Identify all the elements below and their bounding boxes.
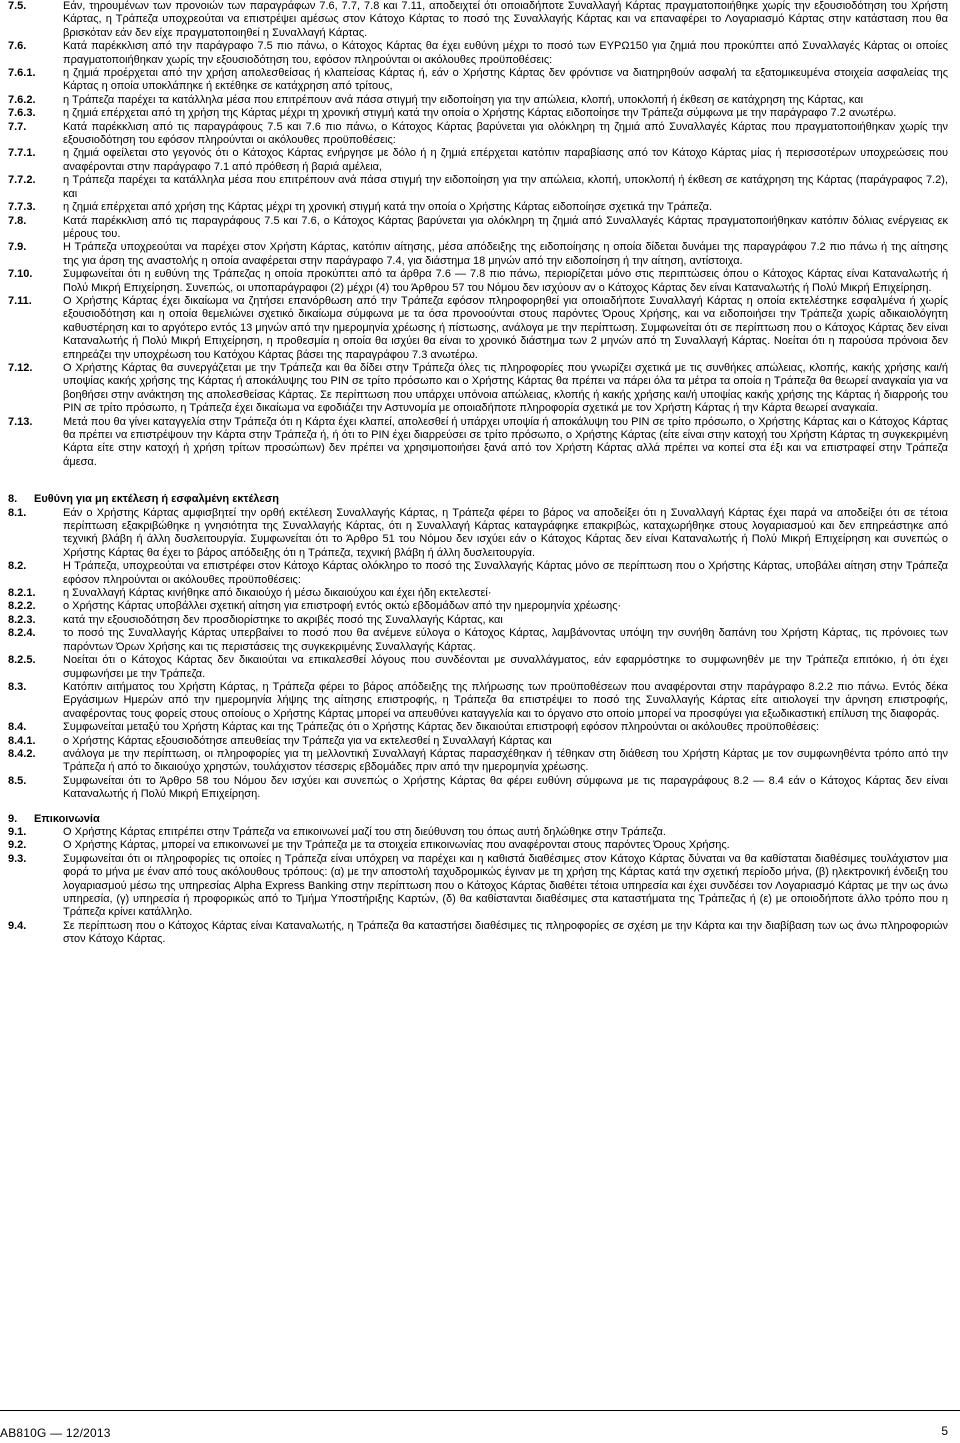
clause xyxy=(8,362,948,416)
clause-text: Εάν, τηρουμένων των προνοιών των παραγράφων 7.6, 7.7, 7.8 και 7.11, αποδειχτεί ότι οποιαδήποτε Συναλλαγή Κάρτας πραγματοποιήθηκε χωρίς την εξουσιοδότηση του Χρήστη Κάρτας, η Τράπεζα υποχρεούται να επιστρέψει αμέσως στον Κάτοχο Κάρτας το ποσό της Συναλλαγής Κάρτας και να επαναφέρει το Λογαριασμό Κάρτας στην κατάσταση που θα βρισκόταν εάν δεν είχε πραγματοποιηθεί η Συναλλαγή Κάρτας. xyxy=(63,0,948,39)
clause-number: 7.8. xyxy=(8,214,27,227)
clause-text: Η Τράπεζα, υποχρεούται να επιστρέφει στον Κάτοχο Κάρτας ολόκληρο το ποσό της Συναλλαγής Κάρτας μόνο σε περίπτωση που ο Χρήστης Κάρτας, υποβάλει αίτηση στην Τράπεζα εφόσον πληρούνται οι ακόλουθες προϋποθέσεις: xyxy=(63,560,948,586)
clause-text: Κατά παρέκκλιση από τις παραγράφους 7.5 και 7.6 πιο πάνω, ο Κάτοχος Κάρτας βαρύνεται για ολόκληρη τη ζημιά από Συναλλαγές Κάρτας που πραγματοποιήθηκαν χωρίς την εξουσιοδότηση του εφόσον πληρούνται οι ακόλουθες προϋποθέσεις: xyxy=(63,120,948,147)
clause xyxy=(8,295,948,362)
clause-text: Μετά που θα γίνει καταγγελία στην Τράπεζα ότι η Κάρτα έχει κλαπεί, απολεσθεί ή υπάρχει υποψία ή αποκάλυψη του PIN σε τρίτο πρόσωπο, ο Χρήστης Κάρτας και ο Κάτοχος Κάρτας θα πρέπει να επιστρέψουν την Κάρτα στην Τράπεζα ή, ή ότι το PIN έχει διαρρεύσει σε τρίτο πρόσωπο, ο Χρήστης Κάρτας (είτε είναι στην κατοχή του Χρήστη Κάρτας τη συγκεκριμένη Κάρτα είτε στην κατοχή ή χρήση τρίτων προσώπων) δεν πρέπει να χρησιμοποιήσει ξανά από τον Χρήστη Κάρτας αλλά πρέπει να κοπεί στα έξι και να επιστραφεί στην Τράπεζα άμεσα. xyxy=(63,415,948,468)
clause xyxy=(8,215,948,242)
subclause xyxy=(8,201,948,214)
clause-number: 8.3. xyxy=(8,680,27,693)
clause-number: 8.2.4. xyxy=(8,627,36,640)
subclause xyxy=(8,147,948,174)
footer-doc-code: AB810G — 12/2013 xyxy=(0,1426,111,1440)
clause-number: 7.12. xyxy=(8,361,33,374)
clause xyxy=(8,853,948,920)
section-heading xyxy=(8,493,948,506)
clause-text: ανάλογα με την περίπτωση, οι πληροφορίες για τη μελλοντική Συναλλαγή Κάρτας παρασχέθηκαν ή τέθηκαν στη διάθεση του Χρήστη Κάρτας με τον συμφωνηθέντα τρόπο από την Τράπεζα ή από το δικαιούχο χρηστών, τουλάχιστον τέσσερις εβδομάδες πριν από την ημερομηνία χρέωσης. xyxy=(63,747,948,774)
clause-number: 8.2.1. xyxy=(8,587,36,600)
clause-text: Συμφωνείται ότι οι πληροφορίες τις οποίες η Τράπεζα είναι υπόχρεη να παρέχει και η καθιστά διαθέσιμες στον Κάτοχο Κάρτας δύναται να θα καθίσταται διαθέσιμες τουλάχιστον μια φορά το μήνα με έναν από τους ακόλουθους τρόπους: (α) με την αποστολή ταχυδρομικώς έγιναν με τη χρήση της Κάρτας κατά την σχετική περίοδο μήνα, (β) ηλεκτρονική ένδειξη του λογαριασμού μέσω της υπηρεσίας Alpha Express Banking στην περίπτωση που ο Κάτοχος Κάρτας διαθέτει τέτοια υπηρεσία και έχει συνδέσει τον Λογαριασμό Κάρτας με την ως άνω υπηρεσία, (γ) υπηρεσία ή προφορικώς από το Τμήμα Υποστήριξης Καρτών, (δ) θα καθίστανται διαθέσιμες στα καταστήματα της Τράπεζας ή (ε) με οποιοδήποτε άλλο τρόπο που η Τράπεζα κρίνει κατάλληλο. xyxy=(63,852,948,919)
clause-number: 9.2. xyxy=(8,839,27,852)
subclause xyxy=(8,614,948,627)
clause-number: 7.6.2. xyxy=(8,93,36,106)
clause-number: 8.2. xyxy=(8,560,27,573)
clause-text: Επικοινωνία xyxy=(34,812,100,825)
clause-number: 7.9. xyxy=(8,241,27,254)
clause-number: 8.2.2. xyxy=(8,600,36,613)
subclause xyxy=(8,174,948,201)
footer-rule xyxy=(0,1410,960,1411)
clause-number: 7.7. xyxy=(8,120,27,133)
subclause xyxy=(8,600,948,613)
footer-page-number: 5 xyxy=(941,1424,948,1438)
clause xyxy=(8,721,948,734)
subclause xyxy=(8,107,948,120)
clause-number: 7.13. xyxy=(8,415,33,428)
clause-text: Ο Χρήστης Κάρτας έχει δικαίωμα να ζητήσει επανόρθωση από την Τράπεζα εφόσον πληροφορηθεί για οποιαδήποτε Συναλλαγή Κάρτας η οποία εκτελέστηκε εσφαλμένα ή χωρίς εξουσιοδότηση και η οποία θεμελιώνει σχετικό δικαίωμα σύμφωνα με τα όσα προνοούνται στους παρόντες Όρους Χρήσης, και να ειδοποιήσει την Τράπεζα χωρίς αδικαιολόγητη καθυστέρηση και το αργότερο εντός 13 μηνών από την ημερομηνία χρέωσης ή πίστωσης, ανάλογα με την περίπτωση. Συμφωνείται ότι σε περίπτωση που ο Κάτοχος Κάρτας δεν είναι Καταναλωτής ή Πολύ Μικρή Επιχείρηση, η προθεσμία η οποία θα ισχύει θα είναι το χρονικό διάστημα των 2 μηνών από τη Συναλλαγή Κάρτας. Νοείται ότι η παρούσα πρόνοια δεν επηρεάζει την υποχρέωση του Κατόχου Κάρτας βάσει της παραγράφου 7.3 ανωτέρω. xyxy=(63,294,948,361)
clause-text: Νοείται ότι ο Κάτοχος Κάρτας δεν δικαιούται να επικαλεσθεί λόγους που συνδέονται με συναλλάγματος, εάν εφαρμόστηκε το συμφωνηθέν με την Τράπεζα επιτόκιο, ή ότι έχει συμφωνήσει με την Τράπεζα. xyxy=(63,654,948,680)
clause-text: το ποσό της Συναλλαγής Κάρτας υπερβαίνει το ποσό που θα ανέμενε εύλογα ο Κάτοχος Κάρτας, λαμβάνοντας υπόψη την συνήθη δαπάνη του Χρήστη Κάρτας, τις πρόνοιες των παρόντων Όρων Χρήσης και τις περιστάσεις της συγκεκριμένης Συναλλαγής Κάρτας. xyxy=(63,627,948,653)
clause-number: 7.7.1. xyxy=(8,147,36,160)
clause xyxy=(8,826,948,839)
clause-number: 8.1. xyxy=(8,506,27,519)
clause-text: η Συναλλαγή Κάρτας κινήθηκε από δικαιούχο ή μέσω δικαιούχου και έχει ήδη εκτελεστεί· xyxy=(63,587,492,600)
clause xyxy=(8,121,948,148)
clause-text: Ο Χρήστης Κάρτας θα συνεργάζεται με την Τράπεζα και θα δίδει στην Τράπεζα όλες τις πληροφορίες που γνωρίζει σχετικά με τις συνθήκες απώλειας, κλοπής, κακής χρήσης και/ή υποψίας κακής χρήσης της Κάρτας ή αποκάλυψης του PIN σε τρίτο πρόσωπο και ο Χρήστης Κάρτας θα πρέπει να πάρει όλα τα μέτρα τα οποία η Τράπεζα θα θεωρεί αναγκαία για να βοηθήσει στην ανάκτηση της απολεσθείσας Κάρτας. Σε περίπτωση που υπάρχει υπόνοια απώλειας, κλοπής ή κακής χρήσης και/ή υποψίας κακής χρήσης της Κάρτας ή διαρροής του PIN σε τρίτο πρόσωπο, η Τράπεζα έχει δικαίωμα να εφοδιάζει την Αστυνομία με οποιαδήποτε πληροφορία σχετικά με τον Χρήστη Κάρτας ή την Κάρτα θεωρεί αναγκαία. xyxy=(63,361,948,415)
page-footer xyxy=(0,1410,960,1443)
clause-number: 8.4.2. xyxy=(8,747,36,760)
clause-number: 8.2.3. xyxy=(8,613,36,626)
clause xyxy=(8,40,948,67)
clause-number: 7.6.3. xyxy=(8,107,36,120)
section-heading xyxy=(8,813,948,826)
clause-text: Η Τράπεζα υποχρεούται να παρέχει στον Χρήστη Κάρτας, κατόπιν αίτησης, μέσα απόδειξης της ειδοποίησης η οποία δίδεται δυνάμει της παραγράφου 7.2 πιο πάνω ή της αίτησης της για άρση της αναστολής η οποία αναφέρεται στην παράγραφο 7.4, για διάστημα 18 μηνών από την ειδοποίηση ή την αίτηση, αντίστοιχα. xyxy=(63,241,948,267)
clause-text: Εάν ο Χρήστης Κάρτας αμφισβητεί την ορθή εκτέλεση Συναλλαγής Κάρτας, η Τράπεζα φέρει το βάρος να αποδείξει ότι η Συναλλαγή Κάρτας έχει παρά να αποδείξει ότι σε τέτοια περίπτωση εξακριβώθηκε η γνησιότητα της Συναλλαγής Κάρτας, ότι η Συναλλαγή Κάρτας καταγράφηκε επακριβώς, καταχωρήθηκε στους λογαριασμού και δεν επηρεάστηκε από τεχνική βλάβη ή άλλη δυσλειτουργία. Συμφωνείται ότι το Άρθρο 51 του Νόμου δεν ισχύει εάν ο Κάτοχος Κάρτας δεν είναι Καταναλωτής ή Πολύ Μικρή Επιχείρηση και συνεπώς ο Χρήστης Κάρτας θα έχει το βάρος απόδειξης ότι η Τράπεζα, τεχνική βλάβη ή άλλη δυσλειτουργία. xyxy=(63,506,948,559)
clause xyxy=(8,920,948,947)
clause xyxy=(8,681,948,721)
clause-text: ο Χρήστης Κάρτας υποβάλλει σχετική αίτηση για επιστροφή εντός οκτώ εβδομάδων από την ημερομηνία χρέωσης· xyxy=(63,600,622,613)
subclause xyxy=(8,67,948,94)
clause-number: 9.4. xyxy=(8,919,27,932)
clause xyxy=(8,241,948,268)
clause-text: Κατά παρέκκλιση από τις παραγράφους 7.5 και 7.6, ο Κάτοχος Κάρτας βαρύνεται για ολόκληρη τη ζημιά από Συναλλαγές Κάρτας πραγματοποιήθηκαν κατόπιν δόλιας ενέργειας εκ μέρους του. xyxy=(63,214,948,240)
clause-text: η Τράπεζα παρέχει τα κατάλληλα μέσα που επιτρέπουν ανά πάσα στιγμή την ειδοποίηση για την απώλεια, κλοπή, υποκλοπή ή έκθεση σε κατάχρηση της Κάρτας (παράγραφος 7.2), και xyxy=(63,174,948,200)
document-body xyxy=(8,0,948,1400)
clause-text: Κατά παρέκκλιση από την παράγραφο 7.5 πιο πάνω, ο Κάτοχος Κάρτας θα έχει ευθύνη μέχρι το ποσό των ΕΥΡΩ150 για ζημιά που προκύπτει από Συναλλαγές Κάρτας οι οποίες πραγματοποιήθηκαν χωρίς την εξουσιοδότηση του, εφόσον πληρούνται οι ακόλουθες προϋποθέσεις: xyxy=(63,40,948,66)
clause xyxy=(8,0,948,40)
clause-number: 8.4. xyxy=(8,721,27,734)
clause-text: Συμφωνείται ότι η ευθύνη της Τράπεζας η οποία προκύπτει από τα άρθρα 7.6 — 7.8 πιο πάνω, περιορίζεται μόνο στις περιπτώσεις όπου ο Κάτοχος Κάρτας είναι Καταναλωτής ή Πολύ Μικρή Επιχείρηση. Συνεπώς, οι υποπαράγραφοι (2) μέχρι (4) του Άρθρου 57 του Νόμου δεν ισχύουν αν ο Κάτοχος Κάρτας δεν είναι Καταναλωτής ή Πολύ Μικρή Επιχείρηση. xyxy=(63,268,948,294)
subclause xyxy=(8,94,948,107)
clause xyxy=(8,507,948,561)
clause-number: 7.7.2. xyxy=(8,174,36,187)
clause-text: Ο Χρήστης Κάρτας επιτρέπει στην Τράπεζα να επικοινωνεί μαζί του στη διεύθυνση του όπως αυτή δηλώθηκε στην Τράπεζα. xyxy=(63,825,666,838)
clause-number: 9. xyxy=(8,812,18,825)
clause xyxy=(8,268,948,295)
clause-text: Κατόπιν αιτήματος του Χρήστη Κάρτας, η Τράπεζα φέρει το βάρος απόδειξης της πλήρωσης των προϋποθέσεων που αναφέρονται στην παράγραφο 8.2.2 πιο πάνω. Εντός δέκα Εργάσιμων Ημερών από την ημερομηνία λήψης της αίτησης επιστροφής, η Τράπεζα θα επιστρέψει το ποσό της Συναλλαγής Κάρτας είτε αιτιολογεί την άρνηση επιστροφής, αναφέροντας τους φορείς στους οποίους ο Χρήστης Κάρτας μπορεί να απευθύνει καταγγελία και το όργανο στο οποίο μπορεί να προσφύγει για εξωδικαστική επίλυση της διαφοράς. xyxy=(63,680,948,720)
clause-number: 8. xyxy=(8,493,18,506)
subclause xyxy=(8,587,948,600)
clause-number: 7.10. xyxy=(8,268,33,281)
clause-text: κατά την εξουσιοδότηση δεν προσδιορίστηκε το ακριβές ποσό της Συναλλαγής Κάρτας, και xyxy=(63,613,503,626)
clause-number: 9.1. xyxy=(8,825,27,838)
clause xyxy=(8,560,948,587)
clause-text: Συμφωνείται ότι το Άρθρο 58 του Νόμου δεν ισχύει και συνεπώς ο Χρήστης Κάρτας θα φέρει ευθύνη σύμφωνα με τις παραγράφους 8.2 — 8.4 εάν ο Κάτοχος Κάρτας δεν είναι Καταναλωτής ή Πολύ Μικρή Επιχείρηση. xyxy=(63,774,948,801)
clause xyxy=(8,839,948,852)
clause-text: η ζημιά προέρχεται από την χρήση απολεσθείσας ή κλαπείσας Κάρτας ή, εάν ο Χρήστης Κάρτας δεν φρόντισε να διατηρηθούν ασφαλή τα εξατομικευμένα στοιχεία ασφαλείας της Κάρτας η οποία υποκλάπηκε ή εκτέθηκε σε κατάχρηση από τρίτους, xyxy=(63,67,948,93)
clause-text: Σε περίπτωση που ο Κάτοχος Κάρτας είναι Καταναλωτής, η Τράπεζα θα καταστήσει διαθέσιμες τις πληροφορίες σε σχέση με την Κάρτα και την διαβίβαση των ως άνω πληροφοριών στον Κάτοχο Κάρτας. xyxy=(63,919,948,946)
clause-text: η ζημιά επέρχεται από τη χρήση της Κάρτας μέχρι τη χρονική στιγμή κατά την οποία ο Χρήστης Κάρτας ειδοποίησε την Τράπεζα σύμφωνα με την παράγραφο 7.2 ανωτέρω. xyxy=(63,107,897,120)
section-gap xyxy=(8,469,948,482)
clause-number: 8.5. xyxy=(8,774,27,787)
clause-number: 7.6.1. xyxy=(8,67,36,80)
clause-number: 9.3. xyxy=(8,852,27,865)
clause-text: Ευθύνη για μη εκτέλεση ή εσφαλμένη εκτέλεση xyxy=(34,493,280,506)
subclause xyxy=(8,735,948,748)
subclause xyxy=(8,654,948,681)
clause xyxy=(8,775,948,802)
clause-number: 8.2.5. xyxy=(8,654,36,667)
clause xyxy=(8,416,948,470)
clause-text: Συμφωνείται μεταξύ του Χρήστη Κάρτας και της Τράπεζας ότι ο Χρήστης Κάρτας δεν δικαιούται επιστροφή εφόσον πληρούνται οι ακόλουθες προϋποθέσεις: xyxy=(63,721,820,734)
clause-text: η ζημιά επέρχεται από χρήση της Κάρτας μέχρι τη χρονική στιγμή κατά την οποία ο Χρήστης Κάρτας ειδοποίησε σχετικά την Τράπεζα. xyxy=(63,201,713,214)
clause-text: ο Χρήστης Κάρτας εξουσιοδότησε απευθείας την Τράπεζα για να εκτελεσθεί η Συναλλαγή Κάρτας και xyxy=(63,734,552,747)
clause-text: η ζημιά οφείλεται στο γεγονός ότι ο Κάτοχος Κάρτας ενήργησε με δόλο ή η ζημιά επέρχεται κατόπιν παραβίασης από τον Κάτοχο Κάρτας μίας ή περισσοτέρων υποχρεώσεις που αναφέρονται στην παράγραφο 7.1 από πρόθεση ή βαριά αμέλεια, xyxy=(63,147,948,173)
clause-number: 7.7.3. xyxy=(8,201,36,214)
clause-number: 7.6. xyxy=(8,40,27,53)
clause-number: 7.11. xyxy=(8,294,32,307)
subclause xyxy=(8,748,948,775)
clause-number: 8.4.1. xyxy=(8,734,36,747)
subclause xyxy=(8,627,948,654)
clause-number: 7.5. xyxy=(8,0,27,12)
clause-text: η Τράπεζα παρέχει τα κατάλληλα μέσα που επιτρέπουν ανά πάσα στιγμή την ειδοποίηση για την απώλεια, κλοπή, υποκλοπή ή έκθεση σε κατάχρηση της Κάρτας, και xyxy=(63,93,864,106)
clause-text: Ο Χρήστης Κάρτας, μπορεί να επικοινωνεί με την Τράπεζα με τα στοιχεία επικοινωνίας που αναφέρονται στους παρόντες Όρους Χρήσης. xyxy=(63,839,730,852)
